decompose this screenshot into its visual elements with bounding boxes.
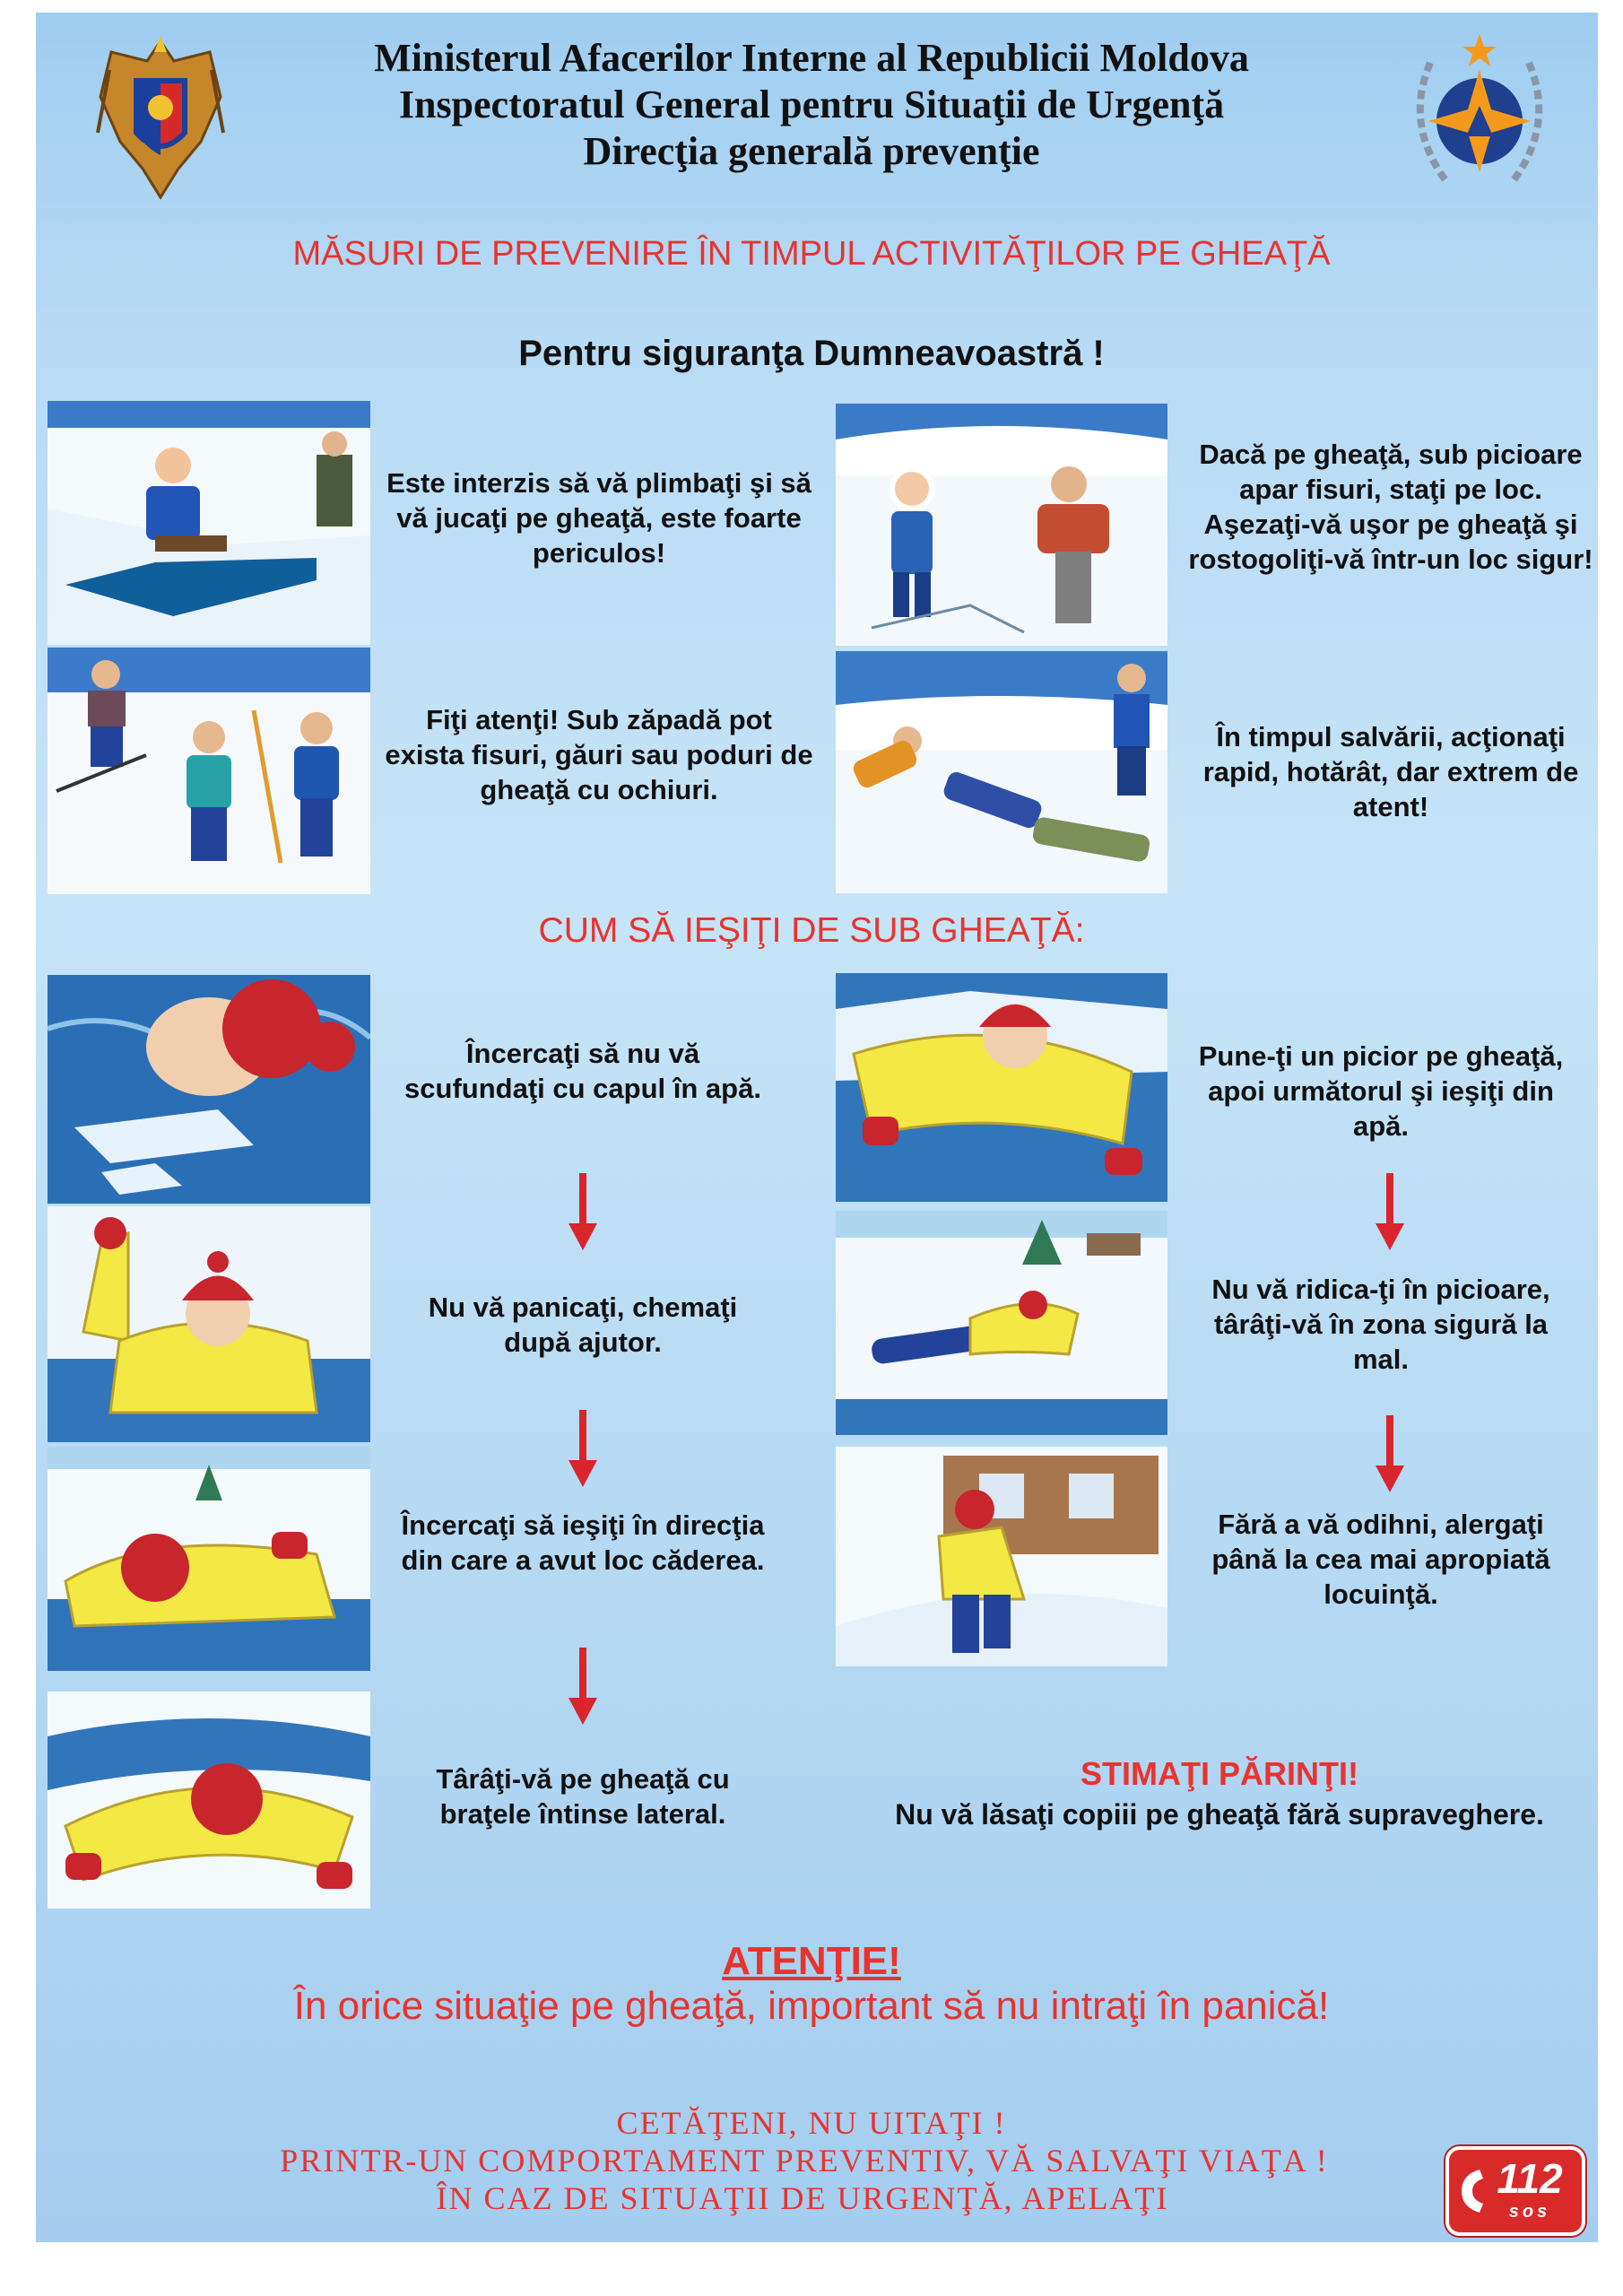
step-right-text-2: Nu vă ridica-ţi în picioare, târâţi-vă în zona sigură la mal. [1211,1274,1550,1375]
step-left-text-2: Nu vă panicaţi, chemaţi după ajutor. [428,1292,738,1358]
child-falling-through-ice-icon [48,401,370,645]
footer-preventive: PRINTR-UN COMPORTAMENT PREVENTIV, VĂ SALVAŢI VIAŢA ! [280,2143,1329,2179]
arrow-down-icon [563,1648,603,1726]
step-left-text-1: Încercaţi să nu vă scufundaţi cu capul în apă. [404,1038,761,1104]
climbing-back-icon [48,1447,370,1671]
section-title-exit-ice: CUM SĂ IEŞIŢI DE SUB GHEAŢĂ: [538,911,1085,950]
parents-title: STIMAŢI PĂRINŢI! [1081,1755,1358,1792]
phone-icon [1456,2166,1487,2216]
badge-sos: sos [1508,2202,1551,2222]
head-above-water-icon [48,975,370,1204]
children-on-cracked-ice-icon [836,404,1167,646]
footer-call: ÎN CAZ DE SITUAŢII DE URGENŢĂ, APELAŢI [436,2180,1169,2216]
prevention-text-4: În timpul salvării, acţionaţi rapid, hotărât, dar extrem de atent! [1202,721,1579,822]
waving-for-help-icon [48,1206,370,1442]
arrow-down-icon [563,1173,603,1252]
crawling-to-shore-icon [836,1211,1167,1435]
arrow-down-icon [1370,1415,1410,1494]
attention-text: În orice situaţie pe gheaţă, important să nu intraţi în panică! [293,1984,1330,2028]
arms-spread-on-ice-icon [48,1692,370,1909]
main-title: MĂSURI DE PREVENIRE ÎN TIMPUL ACTIVITĂŢILOR PE GHEAŢĂ [292,235,1331,273]
footer-citizens: CETĂŢENI, NU UITAŢI ! [616,2105,1007,2141]
badge-number: 112 [1497,2155,1563,2202]
children-skiing-hockey-icon [48,648,370,894]
prevention-text-1: Este interzis să vă plimbaţi şi să vă jucaţi pe gheaţă, este foarte periculos! [386,467,812,569]
leg-onto-ice-icon [836,973,1167,1202]
emergency-112-badge[interactable] [1445,2146,1585,2236]
arrow-down-icon [1370,1173,1410,1252]
step-left-text-4: Târâţi-vă pe gheaţă cu braţele întinse lateral. [436,1763,730,1830]
header-directorate: Direcţia generală prevenţie [583,129,1040,173]
header-inspectorate: Inspectoratul General pentru Situaţii de Urgenţă [398,83,1225,126]
parents-text: Nu vă lăsaţi copiii pe gheaţă fără supraveghere. [895,1798,1544,1831]
header-ministry: Ministerul Afacerilor Interne al Republicii Moldova [374,36,1249,80]
step-right-text-1: Pune-ţi un picior pe gheaţă, apoi următorul şi ieşiţi din apă. [1198,1040,1564,1142]
step-right-text-3: Fără a vă odihni, alergaţi până la cea mai apropiată locuinţă. [1211,1509,1550,1610]
running-home-icon [836,1447,1167,1666]
prevention-text-3: Fiţi atenţi! Sub zăpadă pot exista fisuri, găuri sau poduri de gheaţă cu ochiuri. [385,704,813,805]
ice-rescue-chain-icon [836,651,1167,893]
prevention-text-2: Dacă pe gheaţă, sub picioare apar fisuri, staţi pe loc. Aşezaţi-vă uşor pe gheaţă şi rostogoliţi-vă într-un loc sigur! [1188,439,1593,575]
step-left-text-3: Încercaţi să ieşiţi în direcţia din care a avut loc căderea. [401,1509,765,1576]
safety-subtitle: Pentru siguranţa Dumneavoastră ! [518,334,1105,373]
attention-title: ATENŢIE! [722,1939,901,1983]
arrow-down-icon [563,1410,603,1489]
